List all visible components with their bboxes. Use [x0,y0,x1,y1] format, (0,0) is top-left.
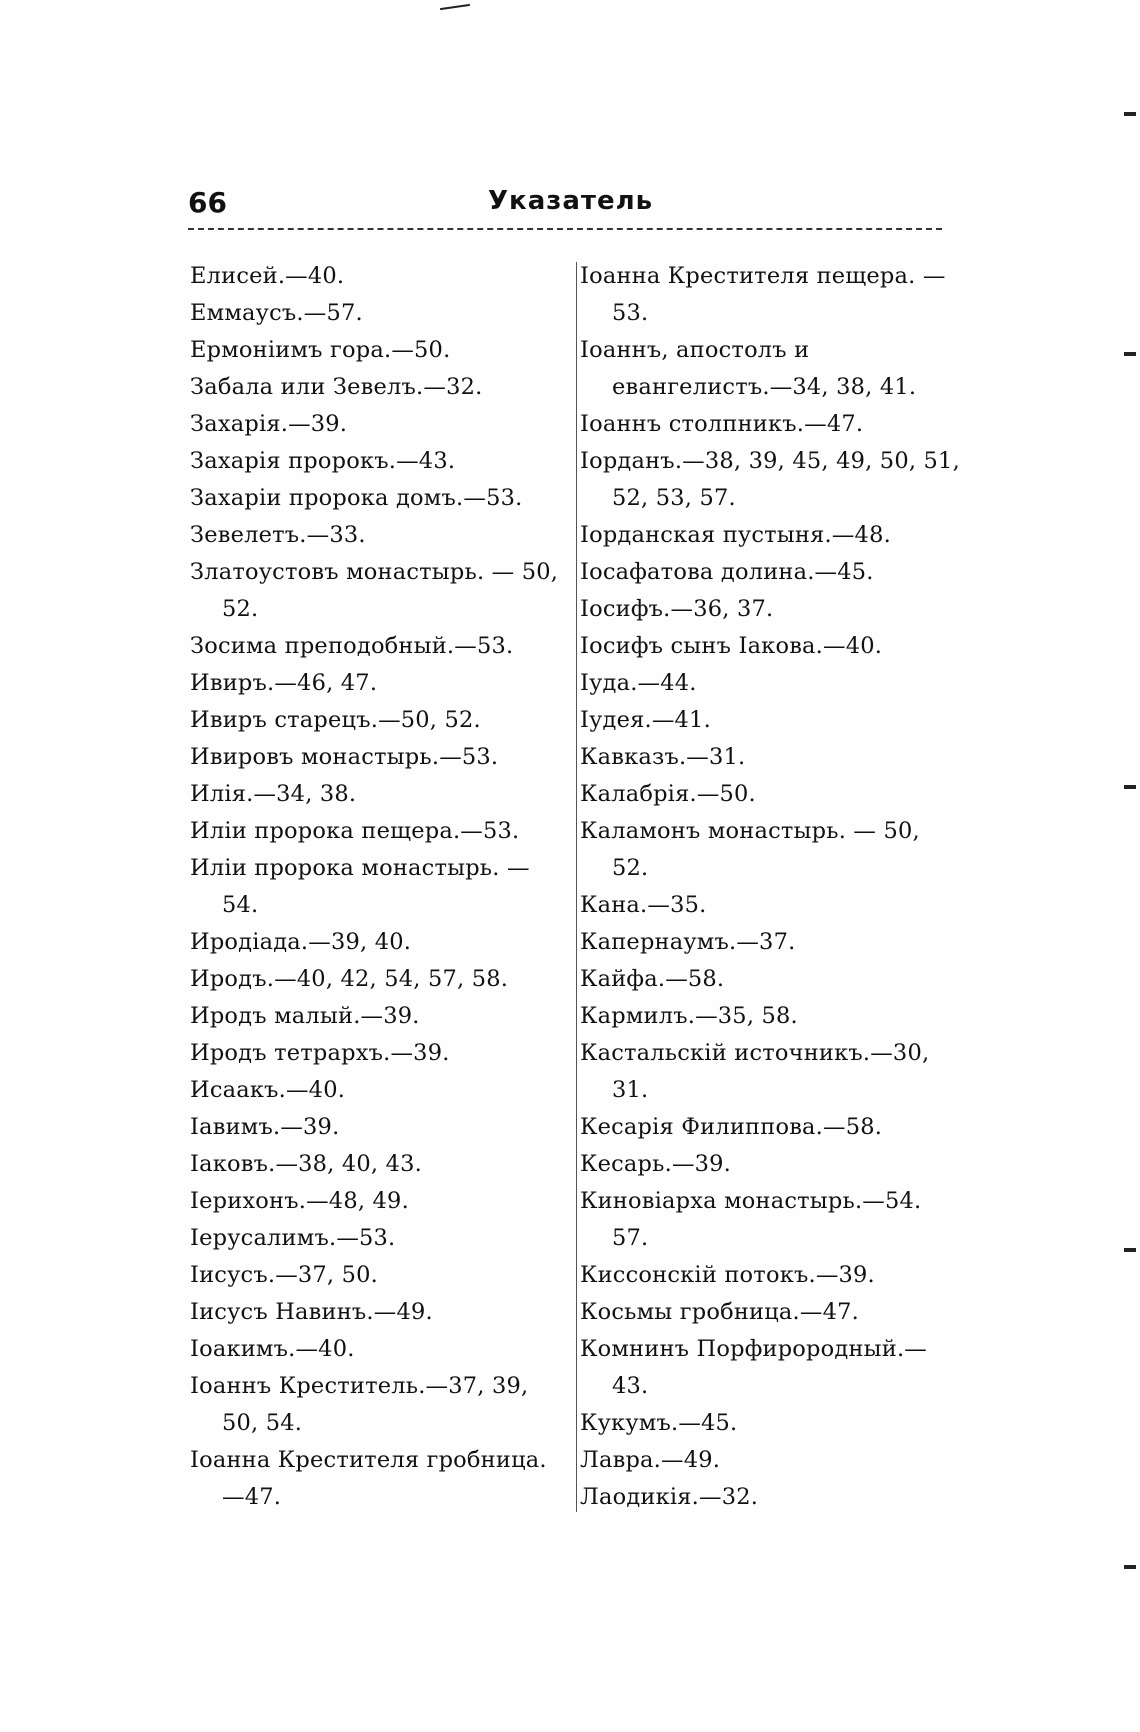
index-entry: Илія.—34, 38. [190,781,357,807]
column-divider [576,262,577,1512]
index-entry: Іудея.—41. [580,707,711,733]
index-entry: Захаріи пророка домъ.—53. [190,485,523,511]
header-rule [188,228,942,230]
index-entry: Елисей.—40. [190,263,345,289]
index-entry: Іерихонъ.—48, 49. [190,1188,409,1214]
index-column-right [580,258,960,1516]
index-entry: Лаодикія.—32. [580,1484,759,1510]
index-entry: Іоаннъ столпникъ.—47. [580,411,864,437]
index-entry: Зосима преподобный.—53. [190,633,514,659]
index-entry: Каламонъ монастырь. — 50, 52. [580,818,920,881]
index-entry: Косьмы гробница.—47. [580,1299,859,1325]
index-entry: Іисусъ.—37, 50. [190,1262,379,1288]
index-entry: Кесарь.—39. [580,1151,732,1177]
index-entry: Кайфа.—58. [580,966,725,992]
index-entry: Кастальскій источникъ.—30, 31. [580,1040,930,1103]
index-entry: Кармилъ.—35, 58. [580,1003,798,1029]
index-entry: Иродіада.—39, 40. [190,929,412,955]
index-entry: Иродъ малый.—39. [190,1003,420,1029]
index-entry: Кавказъ.—31. [580,744,746,770]
index-entry: Іосифъ.—36, 37. [580,596,774,622]
index-entry: Іисусъ Навинъ.—49. [190,1299,433,1325]
index-entry: Іавимъ.—39. [190,1114,340,1140]
index-entry: Іоаннъ, апостолъ и евангелистъ.—34, 38, 41. [580,337,917,400]
index-entry: Ивиръ старецъ.—50, 52. [190,707,481,733]
index-entry: Иродъ тетрархъ.—39. [190,1040,450,1066]
page-number: 66 [188,186,227,219]
index-entry: Іоаннъ Креститель.—37, 39, 50, 54. [190,1373,529,1436]
index-entry: Иродъ.—40, 42, 54, 57, 58. [190,966,509,992]
index-entry: Іаковъ.—38, 40, 43. [190,1151,422,1177]
index-entry: Киссонскій потокъ.—39. [580,1262,875,1288]
index-entry: Златоустовъ монастырь. — 50, 52. [190,559,559,622]
scan-edge-mark [1124,1565,1136,1569]
index-entry: Кукумъ.—45. [580,1410,738,1436]
index-entry: Забала или Зевелъ.—32. [190,374,483,400]
scan-edge-mark [1124,785,1136,789]
index-entry: Іоанна Крестителя пещера. —53. [580,263,946,326]
index-entry: Іорданъ.—38, 39, 45, 49, 50, 51, 52, 53, 57. [580,448,960,511]
index-entry: Иліи пророка монастырь. — 54. [190,855,530,918]
index-entry: Іорданская пустыня.—48. [580,522,891,548]
page-header [188,186,946,226]
index-entry: Ермоніимъ гора.—50. [190,337,451,363]
index-entry: Еммаусъ.—57. [190,300,363,326]
index-entry: Киновіарха монастырь.—54. 57. [580,1188,922,1251]
index-entry: Исаакъ.—40. [190,1077,346,1103]
index-column-left [190,258,570,1516]
index-entry: Капернаумъ.—37. [580,929,796,955]
index-entry: Кана.—35. [580,892,707,918]
index-entry: Захарія.—39. [190,411,348,437]
index-entry: Комнинъ Порфирородный.— 43. [580,1336,927,1399]
index-entry: Кесарія Филиппова.—58. [580,1114,883,1140]
index-entry: Ивиръ.—46, 47. [190,670,378,696]
index-entry: Калабрія.—50. [580,781,756,807]
index-entry: Іуда.—44. [580,670,697,696]
scan-edge-mark [1124,112,1136,116]
index-entry: Лавра.—49. [580,1447,721,1473]
index-entry: Іосафатова долина.—45. [580,559,874,585]
index-entry: Іоанна Крестителя гробница. —47. [190,1447,547,1510]
index-entry: Іерусалимъ.—53. [190,1225,396,1251]
index-entry: Іоакимъ.—40. [190,1336,355,1362]
running-title: Указатель [488,186,654,216]
index-entry: Іосифъ сынъ Іакова.—40. [580,633,883,659]
index-entry: Зевелетъ.—33. [190,522,366,548]
scan-edge-mark [1124,1248,1136,1252]
index-entry: Ивировъ монастырь.—53. [190,744,499,770]
scan-edge-mark [1124,352,1136,356]
scan-mark [440,4,470,10]
index-entry: Захарія пророкъ.—43. [190,448,456,474]
index-entry: Иліи пророка пещера.—53. [190,818,520,844]
